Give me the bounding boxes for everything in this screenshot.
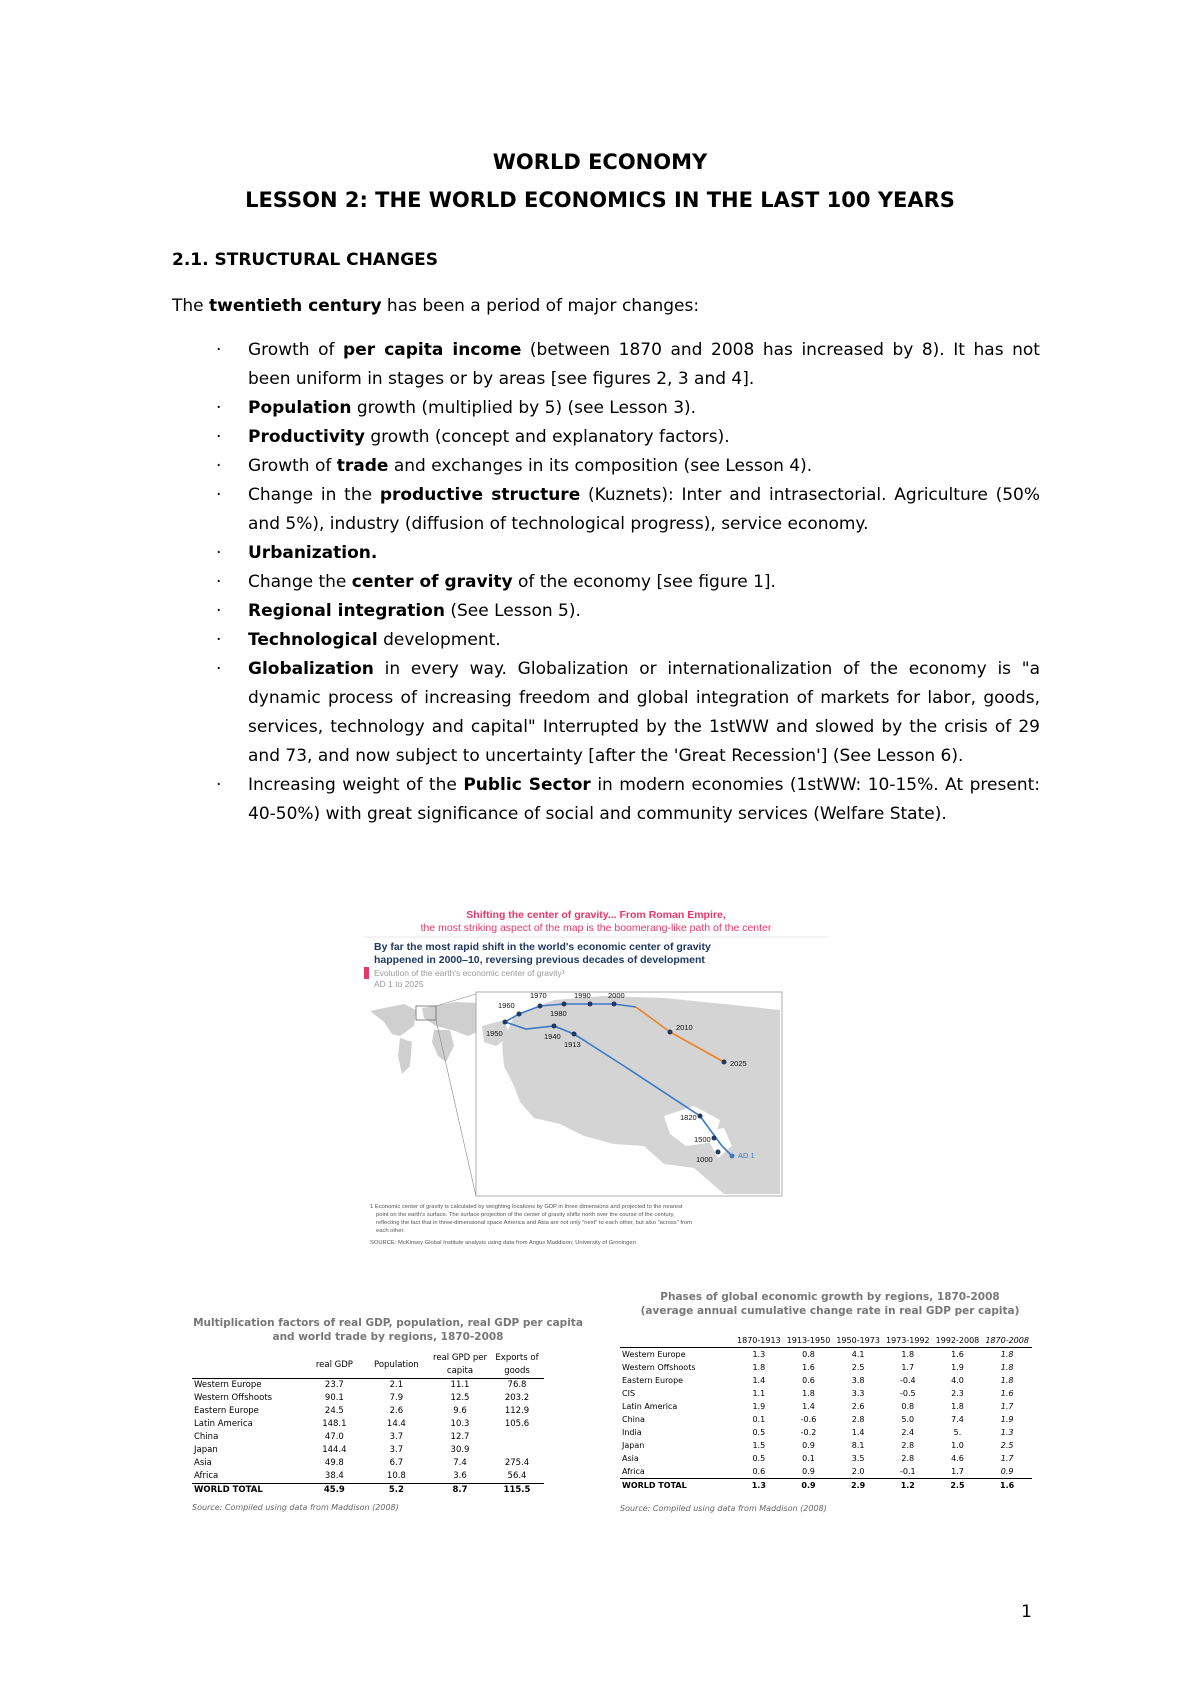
table-cell: 0.9 [802,1467,815,1476]
item-post: and exchanges in its composition (see Lesson 4). [388,456,813,476]
label-1913: 1913 [564,1040,581,1049]
table-cell: 2.8 [901,1454,915,1463]
table-cell: 2.8 [851,1415,865,1424]
row-label: Latin America [194,1419,253,1429]
table-cell: 2.4 [901,1428,915,1437]
item-post: in every way. Globalization or internationalization of the economy is "a dynamic process of increasing freedom and global integration of markets for labor, goods, services, technology and capital" Interrupted by the 1stWW and slowed by the crisis of 29 and 73, and now subject to uncertainty [after the 'Great Recession'] (See Lesson 6). [248,659,1040,766]
table-cell: 148.1 [322,1419,347,1429]
column-header [192,1352,306,1379]
table-header-row [192,1352,544,1379]
table-cell: 1.6 [802,1363,815,1372]
item-post: development. [377,630,501,650]
row-label: WORLD TOTAL [620,1479,734,1493]
column-header: real GDP [315,1359,353,1370]
table-cell: 1.9 [752,1402,766,1411]
row-label: Western Offshoots [622,1363,696,1372]
row-label: Western Offshoots [194,1393,273,1403]
table-row [192,1457,544,1470]
intro-paragraph [172,296,699,316]
center-of-gravity-figure [364,906,828,1286]
label-1820: 1820 [680,1113,697,1122]
section-heading: 2.1. STRUCTURAL CHANGES [172,250,438,270]
item-post: (See Lesson 5). [444,601,581,621]
table-caption-2: and world trade by regions, 1870-2008 [272,1331,504,1343]
item-pre: Change in the [248,485,380,505]
item-post: (Kuznets): Inter and intrasectorial. Agriculture (50% and 5%), industry (diffusion of technological progress), service economy. [248,485,1040,534]
row-label: CIS [622,1389,636,1398]
table-cell: 76.8 [507,1380,527,1390]
table-cell: 3.5 [851,1454,865,1463]
table-cell: 11.1 [450,1380,470,1390]
point-1970 [538,1004,543,1009]
point-1913 [572,1032,577,1037]
list-item [172,771,1040,829]
table-cell: 1.8 [752,1363,766,1372]
table-row [620,1374,1032,1387]
bullet-icon: · [216,398,222,418]
item-post: in modern economies (1stWW: 10-15%. At present: 40-50%) with great significance of social and community services (Welfare State). [248,775,1040,824]
table-row [620,1387,1032,1400]
table-row [192,1379,544,1393]
row-label: Asia [622,1454,639,1463]
table-cell: 23.7 [324,1380,344,1390]
figure-headline-2: happened in 2000–10, reversing previous decades of development [374,954,705,966]
table-cell: 1.6 [951,1350,964,1359]
table-cell: 1.8 [802,1389,815,1398]
point-1000 [716,1150,721,1155]
table-cell: 1.8 [901,1350,915,1359]
table-cell: 0.5 [752,1454,766,1463]
table-cell: 2.8 [901,1441,915,1450]
table-cell: -0.1 [899,1467,916,1476]
item-post: of the economy [see figure 1]. [512,572,776,592]
table-cell: 0.6 [752,1467,766,1476]
table-cell: 10.3 [450,1419,470,1429]
column-header: 1870-1913 [737,1336,781,1345]
table-row [192,1470,544,1484]
table-row [620,1426,1032,1439]
table-row [620,1452,1032,1465]
item-bold: Public Sector [463,775,591,795]
bullet-icon: · [216,485,222,505]
label-1000: 1000 [696,1155,713,1164]
column-header [620,1334,734,1348]
table-cell: 3.7 [389,1432,404,1442]
bullet-icon: · [216,340,222,360]
table-caption-1: Phases of global economic growth by regions, 1870-2008 [660,1291,1000,1303]
column-header: Population [374,1359,419,1370]
bullet-icon: · [216,572,222,592]
table-cell [490,1444,544,1457]
column-header: 1870-2008 [985,1336,1029,1345]
item-pre: Change the [248,572,352,592]
list-item [172,452,1040,481]
label-1950: 1950 [486,1029,503,1038]
table-cell: 1.0 [951,1441,964,1450]
item-bold: Regional integration [248,601,445,621]
table-cell: 56.4 [507,1471,527,1481]
item-post: (between 1870 and 2008 has increased by 8). It has not been uniform in stages or by areas [see figures 2, 3 and 4]. [248,340,1040,389]
list-item [172,423,1040,452]
figure-footnote [370,1204,692,1246]
table-cell: 0.1 [752,1415,766,1424]
row-label: China [194,1432,219,1442]
table-cell: 1.6 [1000,1389,1014,1398]
data-table [620,1334,1032,1492]
figure-pink-title-1: Shifting the center of gravity... From Roman Empire, [466,909,726,921]
table-row [192,1444,544,1457]
figure-pink-title-2: the most striking aspect of the map is the boomerang-like path of the center [420,922,772,934]
list-item [172,336,1040,394]
table-cell: 1.8 [951,1402,964,1411]
bullet-icon: · [216,427,222,447]
table-cell: 1.7 [1000,1402,1014,1411]
row-label: Asia [194,1458,212,1468]
point-ad1 [730,1154,735,1159]
table-cell: 1.9 [951,1363,964,1372]
footnote-line-2: point on the earth's surface. The surface projection of the center of gravity shifts north over the course of the century, [376,1212,675,1218]
zoom-line-bottom [436,1020,476,1196]
column-header: Exports of goods [495,1353,539,1376]
table-cell: 12.5 [450,1393,470,1403]
table-cell: 1.8 [1000,1350,1014,1359]
table-cell: 3.6 [453,1471,467,1481]
table-cell: 1.4 [851,1428,865,1437]
table-total-row [620,1479,1032,1493]
row-label: India [622,1428,642,1437]
growth-phases-table [620,1290,1040,1513]
column-header: real GPD per capita [433,1353,487,1376]
table-row [192,1431,544,1444]
label-2025: 2025 [730,1059,747,1068]
point-1950 [503,1020,508,1025]
row-label: Latin America [622,1402,678,1411]
point-1820 [698,1114,703,1119]
table-row [620,1361,1032,1374]
row-label: Japan [622,1441,645,1450]
list-item [172,394,1040,423]
table-cell: 8.7 [430,1484,490,1498]
label-2000: 2000 [608,991,625,1000]
item-bold: productive structure [379,485,581,505]
table-cell: 0.6 [802,1376,815,1385]
row-label: Eastern Europe [194,1406,259,1416]
footnote-line-4: each other. [376,1228,405,1234]
row-label: WORLD TOTAL [192,1484,306,1498]
table-cell: 1.2 [883,1479,933,1493]
point-1980 [562,1002,567,1007]
table-cell: -0.5 [899,1389,916,1398]
table-cell: 10.8 [386,1471,406,1481]
table-cell: 1.6 [982,1479,1032,1493]
table-cell: 2.6 [851,1402,865,1411]
table-cell: 0.5 [752,1428,766,1437]
table-caption-1: Multiplication factors of real GDP, population, real GDP per capita [193,1317,583,1329]
table-cell: 2.0 [851,1467,865,1476]
item-post: growth (concept and explanatory factors). [364,427,730,447]
document-title: WORLD ECONOMY [492,150,708,174]
table-cell: 0.9 [784,1479,834,1493]
column-header: 1950-1973 [836,1336,880,1345]
table-cell: -0.6 [800,1415,817,1424]
item-bold: per capita income [343,340,522,360]
point-1940 [552,1024,557,1029]
item-pre: Increasing weight of the [248,775,464,795]
bullet-icon: · [216,601,222,621]
row-label: China [622,1415,645,1424]
table-total-row [192,1484,544,1498]
footnote-line-3: reflecting the fact that in three-dimensional space America and Asia are not only "next" to each other, but also "across" from [376,1220,692,1226]
list-item [172,655,1040,771]
item-bold: Population [248,398,352,418]
table-cell: 45.9 [306,1484,363,1498]
bullet-icon: · [216,543,222,563]
table-cell: 0.1 [802,1454,815,1463]
table-cell: 0.8 [901,1402,915,1411]
table-cell: 1.4 [802,1402,815,1411]
table-cell: 0.9 [1000,1467,1014,1476]
table-cell: 1.8 [1000,1363,1014,1372]
item-pre: Growth of [248,340,344,360]
table-cell: 3.3 [851,1389,865,1398]
table-row [620,1348,1032,1362]
table-cell [490,1431,544,1444]
column-header: 1992-2008 [935,1336,980,1345]
table-cell: 1.1 [752,1389,766,1398]
table-cell: 12.7 [450,1432,470,1442]
bullet-icon: · [216,659,222,679]
table-cell: 7.4 [453,1458,467,1468]
label-2010: 2010 [676,1023,693,1032]
data-table [192,1352,544,1497]
figure-headline-1: By far the most rapid shift in the world's economic center of gravity [374,941,711,953]
table-cell: 0.9 [802,1441,815,1450]
table-source: Source: Compiled using data from Maddison (2008) [192,1503,399,1512]
table-cell: 24.5 [324,1406,344,1416]
item-bold: Globalization [248,659,374,679]
footnote-line-1: 1 Economic center of gravity is calculated by weighting locations by GDP in three dimensions and projected to the nearest [370,1204,683,1210]
list-item [172,597,1040,626]
table-cell: 1.7 [951,1467,964,1476]
table-cell: 14.4 [386,1419,406,1429]
column-header: 1973-1992 [885,1336,930,1345]
label-1980: 1980 [550,1009,567,1018]
table-cell: 1.5 [752,1441,766,1450]
item-bold: Technological [248,630,378,650]
table-cell: 90.1 [324,1393,344,1403]
table-cell: 38.4 [324,1471,344,1481]
table-cell: 2.5 [851,1363,865,1372]
list-item [172,481,1040,539]
list-item [172,539,1040,568]
changes-list [172,336,1040,829]
label-1990: 1990 [574,991,591,1000]
table-cell: 1.3 [1000,1428,1014,1437]
row-label: Africa [622,1467,645,1476]
table-cell: 3.8 [851,1376,865,1385]
figure-sub-1: Evolution of the earth's economic center of gravity¹ [374,968,565,978]
table-row [192,1418,544,1431]
item-post: growth (multiplied by 5) (see Lesson 3). [351,398,697,418]
bullet-icon: · [216,775,222,795]
table-cell: 115.5 [490,1484,544,1498]
table-cell: 1.4 [752,1376,766,1385]
list-item [172,626,1040,655]
table-row [620,1400,1032,1413]
label-1940: 1940 [544,1032,561,1041]
table-source: Source: Compiled using data from Maddison (2008) [620,1504,827,1513]
table-row [192,1392,544,1405]
lesson-title: LESSON 2: THE WORLD ECONOMICS IN THE LAST 100 YEARS [245,188,955,212]
label-1500: 1500 [694,1135,711,1144]
table-cell: 203.2 [504,1393,530,1403]
table-header-row [620,1334,1032,1348]
item-bold: trade [336,456,389,476]
table-cell: 47.0 [324,1432,344,1442]
bullet-icon: · [216,630,222,650]
table-cell: 2.5 [1000,1441,1014,1450]
table-cell: -0.2 [800,1428,817,1437]
table-cell: 4.6 [951,1454,964,1463]
table-cell: 2.9 [833,1479,883,1493]
multiplication-factors-table [192,1316,584,1512]
page-number: 1 [1021,1602,1032,1622]
table-row [620,1413,1032,1426]
table-cell: 144.4 [322,1445,347,1455]
label-1970: 1970 [530,991,547,1000]
list-item [172,568,1040,597]
table-row [620,1439,1032,1452]
table-cell: 2.6 [389,1406,404,1416]
table-cell: 49.8 [324,1458,344,1468]
intro-post: has been a period of major changes: [381,296,700,316]
table-cell: 1.9 [1000,1415,1014,1424]
table-cell: 5.0 [901,1415,915,1424]
table-cell: 2.5 [933,1479,983,1493]
table-cell: 7.4 [951,1415,964,1424]
point-1990 [588,1002,593,1007]
label-1960: 1960 [498,1001,515,1010]
column-header: 1913-1950 [786,1336,831,1345]
item-pre: Growth of [248,456,337,476]
point-1960 [517,1012,522,1017]
table-cell: 4.1 [851,1350,865,1359]
table-cell: 112.9 [504,1406,530,1416]
table-cell: 0.8 [802,1350,815,1359]
table-cell: 5. [953,1428,962,1437]
figure-sub-2: AD 1 to 2025 [374,979,424,989]
point-2000 [612,1002,617,1007]
figure-accent-bar [364,967,369,979]
table-row [620,1465,1032,1479]
table-cell: 1.3 [752,1350,766,1359]
intro-bold: twentieth century [209,296,382,316]
table-cell: 1.7 [1000,1454,1014,1463]
table-cell: 4.0 [951,1376,964,1385]
table-cell: 1.8 [1000,1376,1014,1385]
point-2010 [668,1030,673,1035]
figure-source: SOURCE: McKinsey Global Institute analysis using data from Angus Maddison; University of Groningen [370,1240,636,1246]
detail-map [476,992,782,1196]
table-cell: 9.6 [453,1406,467,1416]
point-2025 [722,1060,727,1065]
table-cell: 6.7 [389,1458,404,1468]
table-cell: 5.2 [363,1484,430,1498]
row-label: Japan [194,1445,218,1455]
row-label: Africa [194,1471,219,1481]
table-cell: 275.4 [504,1458,530,1468]
row-label: Eastern Europe [622,1376,684,1385]
table-cell: 2.3 [951,1389,964,1398]
intro-pre: The [172,296,210,316]
table-caption-2: (average annual cumulative change rate in real GDP per capita) [640,1305,1020,1317]
table-cell: 1.7 [901,1363,915,1372]
row-label: Western Europe [622,1350,686,1359]
table-row [192,1405,544,1418]
table-cell: 30.9 [450,1445,470,1455]
table-cell: 1.3 [734,1479,784,1493]
table-cell: 8.1 [851,1441,865,1450]
table-cell: 2.1 [389,1380,404,1390]
table-cell: -0.4 [899,1376,916,1385]
table-cell: 3.7 [389,1445,404,1455]
item-bold: Urbanization. [248,543,378,563]
table-cell: 7.9 [389,1393,404,1403]
table-cell: 105.6 [504,1419,530,1429]
bullet-icon: · [216,456,222,476]
item-bold: center of gravity [351,572,513,592]
row-label: Western Europe [194,1380,262,1390]
label-ad1: AD 1 [738,1151,755,1160]
point-1500 [712,1136,717,1141]
item-bold: Productivity [248,427,365,447]
